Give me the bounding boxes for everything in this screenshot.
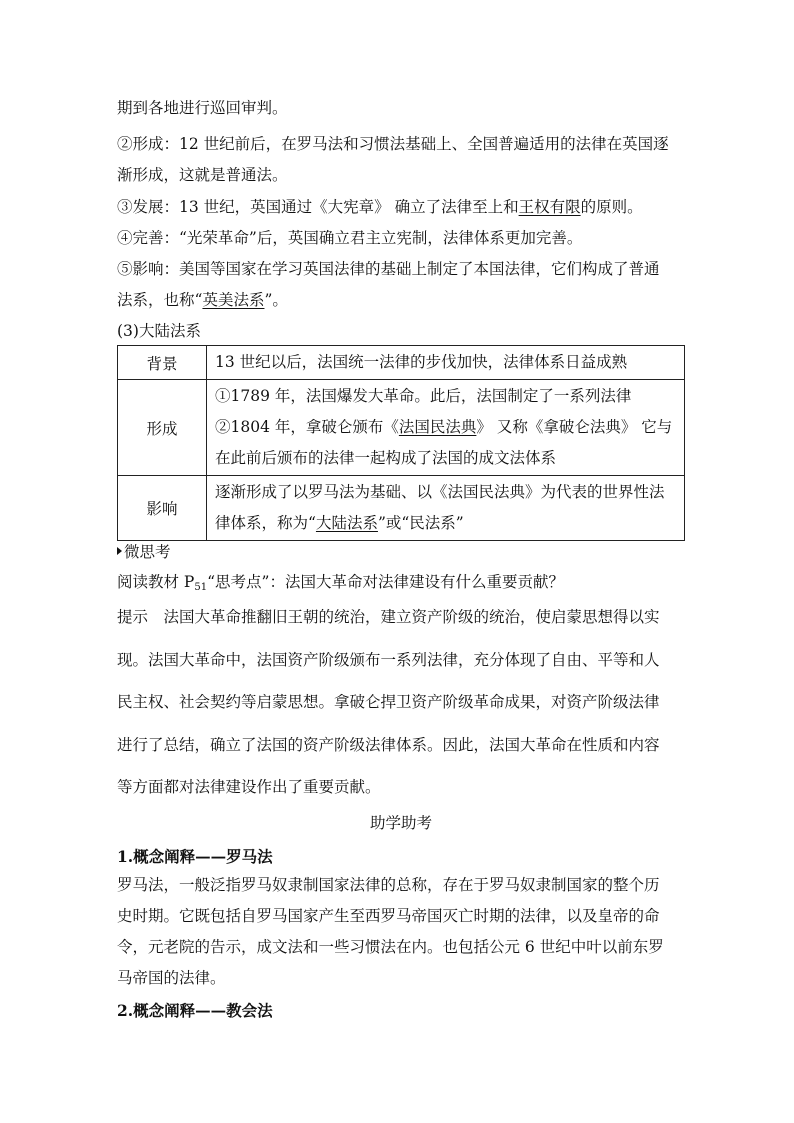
concept-2-title: 2.概念阐释——教会法 bbox=[117, 1001, 273, 1020]
table-cell-impact bbox=[207, 476, 685, 541]
concept-1-line-1: 罗马法，一般泛指罗马奴隶制国家法律的总称，存在于罗马奴隶制国家的整个历 bbox=[117, 876, 660, 894]
formation-line-2 bbox=[215, 412, 676, 443]
concept-1-title: 1.概念阐释——罗马法 bbox=[117, 847, 273, 866]
help-section-title: 助学助考 bbox=[369, 814, 432, 832]
table-cell-formation bbox=[207, 380, 685, 476]
formation-underlined-term: 法国民法典 bbox=[398, 418, 477, 436]
development-text: ③发展：13 世纪，英国通过《大宪章》 确立了法律至上和 bbox=[117, 198, 519, 216]
table-row bbox=[118, 346, 685, 380]
common-law-formation-line-2: 渐形成，这就是普通法。 bbox=[117, 166, 288, 184]
think-answer-line-1: 提示 法国大革命推翻旧王朝的统治，建立资产阶级的统治，使启蒙思想得以实 bbox=[117, 608, 660, 626]
development-underlined-term: 王权有限 bbox=[518, 198, 581, 216]
impact-underlined-term: 大陆法系 bbox=[315, 514, 378, 532]
influence-text: 法系，也称“ bbox=[117, 291, 203, 309]
formation-text-end: 》 又称《拿破仑法典》 它与 bbox=[476, 418, 673, 436]
development-text-end: 的原则。 bbox=[580, 198, 643, 216]
common-law-perfection: ④完善：“光荣革命”后，英国确立君主立宪制，法律体系更加完善。 bbox=[117, 229, 583, 247]
concept-1-line-3: 令，元老院的告示，成文法和一些习惯法在内。也包括公元 6 世纪中叶以前东罗 bbox=[117, 938, 664, 956]
impact-text-end: ”或“民法系” bbox=[377, 514, 464, 532]
common-law-influence-line-2 bbox=[117, 290, 288, 310]
continental-law-table bbox=[117, 345, 685, 541]
concept-1-line-2: 史时期。它既包括自罗马国家产生至西罗马帝国灭亡时期的法律，以及皇帝的命 bbox=[117, 907, 660, 925]
table-label-background: 背景 bbox=[118, 346, 207, 380]
table-row bbox=[118, 476, 685, 541]
common-law-development bbox=[117, 197, 643, 217]
background-text: 13 世纪以后，法国统一法律的步伐加快，法律体系日益成熟 bbox=[215, 353, 628, 371]
think-answer-line-4: 进行了总结，确立了法国的资产阶级法律体系。因此，法国大革命在性质和内容 bbox=[117, 736, 660, 754]
influence-text-end: ”。 bbox=[264, 291, 288, 309]
impact-line-2 bbox=[215, 508, 676, 539]
common-law-formation-line-1: ②形成：12 世纪前后，在罗马法和习惯法基础上、全国普遍适用的法律在英国逐 bbox=[117, 135, 669, 153]
think-question bbox=[117, 572, 564, 598]
continental-law-heading: (3)大陆法系 bbox=[117, 322, 201, 340]
question-text-end: “思考点”：法国大革命对法律建设有什么重要贡献？ bbox=[207, 573, 564, 591]
think-heading bbox=[117, 542, 171, 562]
think-answer-line-5: 等方面都对法律建设作出了重要贡献。 bbox=[117, 778, 381, 796]
table-label-formation: 形成 bbox=[118, 380, 207, 476]
triangle-marker-icon bbox=[117, 544, 122, 558]
intro-line: 期到各地进行巡回审判。 bbox=[117, 99, 288, 117]
impact-line-1: 逐渐形成了以罗马法为基础、以《法国民法典》为代表的世界性法 bbox=[215, 483, 665, 501]
formation-text: ②1804 年，拿破仑颁布《 bbox=[215, 418, 399, 436]
common-law-influence-line-1: ⑤影响：美国等国家在学习英国法律的基础上制定了本国法律，它们构成了普通 bbox=[117, 260, 660, 278]
impact-text: 律体系，称为“ bbox=[215, 514, 316, 532]
question-page-subscript: 51 bbox=[194, 582, 208, 593]
question-text: 阅读教材 P bbox=[117, 573, 195, 591]
table-label-impact: 影响 bbox=[118, 476, 207, 541]
concept-1-line-4: 马帝国的法律。 bbox=[117, 969, 226, 987]
think-heading-text: 微思考 bbox=[124, 543, 171, 561]
think-answer-line-2: 现。法国大革命中，法国资产阶级颁布一系列法律，充分体现了自由、平等和人 bbox=[117, 651, 660, 669]
think-answer-line-3: 民主权、社会契约等启蒙思想。拿破仑捍卫资产阶级革命成果，对资产阶级法律 bbox=[117, 693, 660, 711]
table-row bbox=[118, 380, 685, 476]
table-cell-background bbox=[207, 346, 685, 380]
formation-line-1: ①1789 年，法国爆发大革命。此后，法国制定了一系列法律 bbox=[215, 387, 632, 405]
formation-line-3: 在此前后颁布的法律一起构成了法国的成文法体系 bbox=[215, 449, 557, 467]
influence-underlined-term: 英美法系 bbox=[202, 291, 265, 309]
